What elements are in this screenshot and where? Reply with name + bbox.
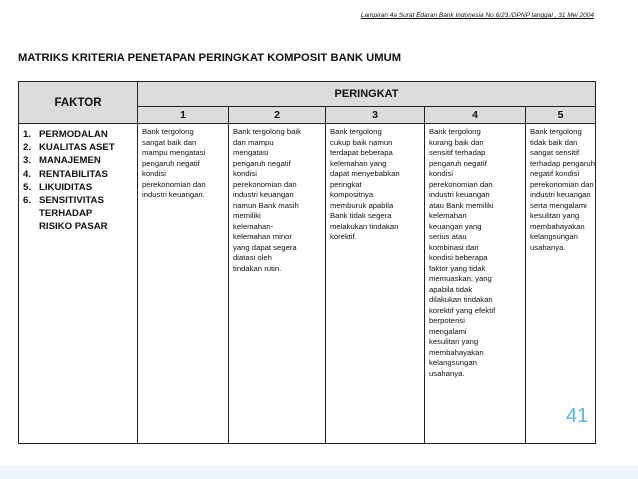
description-line: serius atau bbox=[429, 232, 467, 241]
description-line: kurang baik dan bbox=[429, 137, 484, 147]
description-line: kelemahan bbox=[429, 211, 467, 220]
description-line: berpotensi bbox=[429, 316, 465, 325]
factor-label: RENTABILITAS bbox=[39, 168, 108, 180]
factor-item bbox=[23, 194, 135, 207]
rank-2-description bbox=[229, 124, 326, 444]
description-line: namun Bank masih bbox=[233, 200, 299, 210]
footer-bar bbox=[0, 466, 638, 479]
criteria-row bbox=[19, 124, 596, 444]
description-line: kondisi bbox=[429, 169, 453, 178]
factor-item bbox=[23, 181, 135, 194]
description-line: memburuk apabila bbox=[330, 200, 394, 210]
description-line: pengaruh negatif bbox=[429, 158, 487, 168]
description-line: kondisi bbox=[142, 169, 166, 178]
rank-5-description bbox=[526, 124, 596, 444]
description-line: terdapat beberapa bbox=[330, 148, 393, 157]
description-line: perekonomian dan bbox=[142, 179, 206, 189]
description-line: dan mampu bbox=[233, 137, 274, 147]
description-line: perekonomian dan bbox=[429, 179, 493, 189]
description-line: kelemahan minor bbox=[233, 232, 292, 241]
description-line: apabila tidak bbox=[429, 284, 473, 294]
factor-item bbox=[23, 141, 135, 154]
description-line: cukup baik namun bbox=[330, 137, 393, 147]
factor-number: 5. bbox=[23, 181, 32, 193]
factor-item bbox=[23, 220, 135, 233]
header-row bbox=[19, 82, 596, 107]
description-line: peringkat bbox=[330, 179, 362, 189]
description-line: Bank tergolong baik bbox=[233, 127, 301, 136]
description-line: melakukan tindakan bbox=[330, 221, 399, 231]
factor-label: KUALITAS ASET bbox=[39, 142, 115, 154]
factor-label: SENSITIVITAS bbox=[39, 195, 104, 207]
description-line: usahanya. bbox=[429, 368, 465, 378]
description-line: keuangan yang bbox=[429, 221, 482, 231]
rank-4-description bbox=[425, 124, 526, 444]
factor-label: PERMODALAN bbox=[39, 129, 108, 140]
description-line: kelangsungan bbox=[530, 232, 578, 241]
description-line: diatasi oleh bbox=[233, 253, 272, 262]
description-line: usahanya. bbox=[530, 242, 566, 252]
factor-number: 3. bbox=[23, 155, 32, 167]
factor-item bbox=[23, 128, 135, 141]
description-line: industri keuangan. bbox=[142, 190, 205, 199]
criteria-matrix-table bbox=[18, 81, 596, 444]
description-line: kondisi bbox=[233, 169, 257, 178]
description-line: perekonomian dan bbox=[233, 179, 297, 189]
description-line: mengalami bbox=[429, 326, 467, 336]
description-line: Bank tergolong bbox=[530, 127, 582, 136]
description-line: industri keuangan bbox=[429, 190, 490, 199]
description-line: kesulitan yang bbox=[530, 211, 580, 220]
factor-list-cell bbox=[19, 124, 138, 444]
description-line: kondisi beberapa bbox=[429, 253, 488, 262]
factor-label: TERHADAP bbox=[39, 208, 93, 220]
factor-item bbox=[23, 154, 135, 167]
description-line: membahayakan bbox=[429, 347, 484, 357]
description-line: pengaruh negatif bbox=[142, 158, 200, 168]
description-line: kelemahan yang bbox=[330, 158, 387, 168]
description-line: korektif yang efektif bbox=[429, 305, 496, 315]
description-line: terhadap pengaruh bbox=[530, 158, 595, 168]
description-line: industri keuangan bbox=[233, 190, 294, 199]
description-line: mampu mengatasi bbox=[142, 148, 206, 157]
description-line: negatif kondisi bbox=[530, 169, 580, 178]
description-line: kelemahan- bbox=[233, 221, 274, 231]
description-line: memiliki bbox=[233, 211, 261, 220]
rank-2-header: 2 bbox=[229, 107, 326, 124]
description-line: sangat baik dan bbox=[142, 137, 197, 147]
factor-number: 1. bbox=[23, 129, 32, 140]
description-line: yang dapat segera bbox=[233, 242, 297, 252]
description-line: kombinasi dari bbox=[429, 242, 479, 252]
rank-3-header: 3 bbox=[326, 107, 425, 124]
factor-label: MANAJEMEN bbox=[39, 155, 101, 167]
peringkat-header: PERINGKAT bbox=[138, 82, 596, 107]
description-line: kelangsungan bbox=[429, 358, 477, 367]
description-line: dapat menyebabkan bbox=[330, 169, 400, 178]
rank-1-header: 1 bbox=[138, 107, 229, 124]
description-line: mengatasi bbox=[233, 148, 269, 157]
description-line: tindakan rutin. bbox=[233, 263, 282, 273]
description-line: perekonomian dan bbox=[530, 179, 594, 189]
description-line: sensitif terhadap bbox=[429, 148, 486, 157]
description-line: Bank tergolong bbox=[142, 127, 194, 136]
rank-1-description bbox=[138, 124, 229, 444]
description-line: faktor yang tidak bbox=[429, 263, 486, 273]
description-line: memuaskan, yang bbox=[429, 274, 492, 283]
factor-number: 4. bbox=[23, 168, 32, 180]
description-line: dilakukan tindakan bbox=[429, 295, 493, 304]
factor-label: RISIKO PASAR bbox=[39, 221, 108, 233]
description-line: serta mengalami bbox=[530, 200, 587, 210]
description-line: Bank tergolong bbox=[330, 127, 382, 136]
rank-4-header: 4 bbox=[425, 107, 526, 124]
description-line: kesulitan yang bbox=[429, 337, 479, 346]
factor-list bbox=[23, 128, 135, 234]
description-line: atau Bank memiliki bbox=[429, 200, 494, 210]
factor-number: 6. bbox=[23, 195, 32, 207]
description-line: industri keuangan bbox=[530, 190, 591, 199]
description-line: kompositnya bbox=[330, 190, 374, 199]
description-line: sangat sensitif bbox=[530, 148, 580, 157]
factor-label: LIKUIDITAS bbox=[39, 181, 93, 193]
description-line: Bank tidak segera bbox=[330, 211, 392, 220]
factor-number: 2. bbox=[23, 142, 32, 154]
factor-item bbox=[23, 207, 135, 220]
document-reference: Lampiran 4a Surat Edaran Bank Indonesia No.6/23./DPNP tanggal , 31 Mei 2004 bbox=[360, 12, 594, 19]
description-line: Bank tergolong bbox=[429, 127, 481, 136]
factor-item bbox=[23, 168, 135, 181]
document-title: MATRIKS KRITERIA PENETAPAN PERINGKAT KOMPOSIT BANK UMUM bbox=[18, 52, 402, 64]
faktor-header: FAKTOR bbox=[19, 82, 138, 124]
description-line: pengaruh negatif bbox=[233, 158, 291, 168]
description-line: korektif. bbox=[330, 232, 357, 241]
description-line: tidak baik dan bbox=[530, 137, 578, 147]
rank-5-header: 5 bbox=[526, 107, 596, 124]
description-line: membahayakan bbox=[530, 221, 585, 231]
rank-3-description bbox=[326, 124, 425, 444]
page-number: 41 bbox=[566, 405, 589, 427]
